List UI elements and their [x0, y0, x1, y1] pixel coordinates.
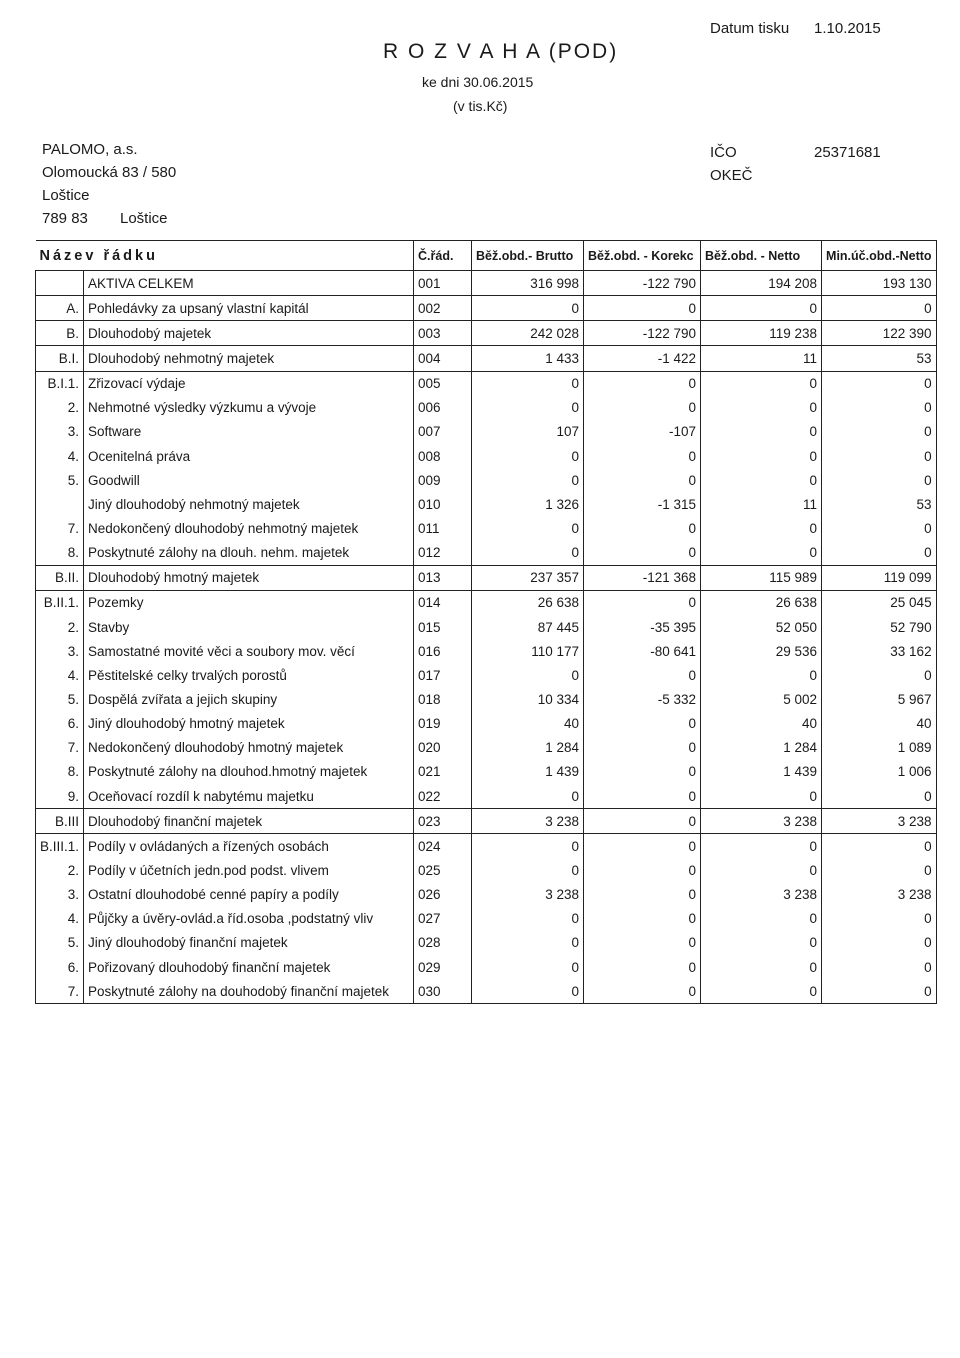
- row-netto: 0: [701, 955, 822, 979]
- row-netto: 0: [701, 979, 822, 1004]
- row-korekce: 0: [584, 955, 701, 979]
- row-korekce: 0: [584, 979, 701, 1004]
- row-prev: 40: [822, 712, 937, 736]
- row-brutto: 1 439: [472, 760, 584, 784]
- row-brutto: 1 326: [472, 492, 584, 516]
- row-prev: 0: [822, 541, 937, 566]
- row-code: 4.: [36, 663, 84, 687]
- row-number: 019: [414, 712, 472, 736]
- row-korekce: 0: [584, 663, 701, 687]
- row-code: 3.: [36, 420, 84, 444]
- row-netto: 0: [701, 907, 822, 931]
- row-name: Pěstitelské celky trvalých porostů: [84, 663, 414, 687]
- row-name: Poskytnuté zálohy na douhodobý finanční majetek: [84, 979, 414, 1004]
- row-code: 8.: [36, 541, 84, 566]
- row-prev: 0: [822, 296, 937, 321]
- row-netto: 194 208: [701, 271, 822, 296]
- row-number: 009: [414, 468, 472, 492]
- row-number: 018: [414, 687, 472, 711]
- row-brutto: 0: [472, 858, 584, 882]
- company-city: Loštice: [42, 187, 90, 204]
- row-prev: 0: [822, 907, 937, 931]
- row-code: 7.: [36, 736, 84, 760]
- row-netto: 0: [701, 834, 822, 859]
- row-prev: 0: [822, 834, 937, 859]
- row-number: 024: [414, 834, 472, 859]
- row-number: 021: [414, 760, 472, 784]
- row-netto: 0: [701, 858, 822, 882]
- row-brutto: 1 284: [472, 736, 584, 760]
- row-netto: 3 238: [701, 809, 822, 834]
- row-code: B.II.1.: [36, 590, 84, 615]
- row-korekce: -80 641: [584, 639, 701, 663]
- row-prev: 33 162: [822, 639, 937, 663]
- row-korekce: 0: [584, 396, 701, 420]
- row-number: 008: [414, 444, 472, 468]
- row-korekce: 0: [584, 834, 701, 859]
- table-header-row: [36, 241, 937, 271]
- row-brutto: 0: [472, 396, 584, 420]
- table-row: [36, 784, 937, 809]
- row-name: Nedokončený dlouhodobý nehmotný majetek: [84, 516, 414, 540]
- row-number: 025: [414, 858, 472, 882]
- row-code: 5.: [36, 468, 84, 492]
- company-zip: 789 83: [42, 210, 88, 227]
- row-name: Goodwill: [84, 468, 414, 492]
- row-name: Dlouhodobý finanční majetek: [84, 809, 414, 834]
- row-name: AKTIVA CELKEM: [84, 271, 414, 296]
- row-number: 022: [414, 784, 472, 809]
- row-number: 013: [414, 565, 472, 590]
- row-prev: 25 045: [822, 590, 937, 615]
- table-row: [36, 444, 937, 468]
- row-number: 015: [414, 615, 472, 639]
- table-row: [36, 420, 937, 444]
- row-brutto: 40: [472, 712, 584, 736]
- row-netto: 0: [701, 420, 822, 444]
- row-korekce: 0: [584, 907, 701, 931]
- table-row: [36, 639, 937, 663]
- row-name: Ocenitelná práva: [84, 444, 414, 468]
- row-korekce: 0: [584, 736, 701, 760]
- row-code: 4.: [36, 444, 84, 468]
- table-row: [36, 979, 937, 1004]
- row-brutto: 0: [472, 663, 584, 687]
- row-korekce: 0: [584, 516, 701, 540]
- print-date-value: 1.10.2015: [814, 20, 881, 37]
- row-code: 5.: [36, 687, 84, 711]
- row-code: 8.: [36, 760, 84, 784]
- row-prev: 0: [822, 979, 937, 1004]
- row-netto: 0: [701, 931, 822, 955]
- row-name: Pozemky: [84, 590, 414, 615]
- table-row: [36, 931, 937, 955]
- row-korekce: -35 395: [584, 615, 701, 639]
- col-header-korekce: Běž.obd. - Korekc: [584, 241, 701, 271]
- row-netto: 5 002: [701, 687, 822, 711]
- row-brutto: 0: [472, 468, 584, 492]
- row-netto: 1 284: [701, 736, 822, 760]
- row-number: 014: [414, 590, 472, 615]
- row-prev: 0: [822, 468, 937, 492]
- row-brutto: 87 445: [472, 615, 584, 639]
- row-korekce: 0: [584, 590, 701, 615]
- balance-sheet-table: [35, 240, 937, 1004]
- company-zip-city: Loštice: [120, 210, 168, 227]
- row-number: 007: [414, 420, 472, 444]
- row-code: 2.: [36, 858, 84, 882]
- row-korekce: 0: [584, 444, 701, 468]
- row-netto: 1 439: [701, 760, 822, 784]
- row-netto: 0: [701, 541, 822, 566]
- row-korekce: 0: [584, 883, 701, 907]
- row-name: Samostatné movité věci a soubory mov. věcí: [84, 639, 414, 663]
- row-code: 3.: [36, 639, 84, 663]
- currency-units: (v tis.Kč): [453, 98, 508, 114]
- row-code: 5.: [36, 931, 84, 955]
- row-prev: 1 089: [822, 736, 937, 760]
- row-netto: 3 238: [701, 883, 822, 907]
- row-number: 027: [414, 907, 472, 931]
- row-korekce: 0: [584, 468, 701, 492]
- table-row: [36, 736, 937, 760]
- table-row: [36, 615, 937, 639]
- row-number: 016: [414, 639, 472, 663]
- table-row: [36, 516, 937, 540]
- table-row: [36, 346, 937, 371]
- row-prev: 0: [822, 371, 937, 396]
- row-code: 3.: [36, 883, 84, 907]
- col-header-prev: Min.úč.obd.-Netto: [822, 241, 937, 271]
- row-netto: 0: [701, 296, 822, 321]
- row-number: 006: [414, 396, 472, 420]
- table-row: [36, 712, 937, 736]
- row-number: 028: [414, 931, 472, 955]
- row-netto: 0: [701, 468, 822, 492]
- table-row: [36, 955, 937, 979]
- row-prev: 0: [822, 444, 937, 468]
- row-korekce: 0: [584, 809, 701, 834]
- row-name: Jiný dlouhodobý finanční majetek: [84, 931, 414, 955]
- row-prev: 119 099: [822, 565, 937, 590]
- row-code: 2.: [36, 615, 84, 639]
- row-netto: 0: [701, 516, 822, 540]
- row-code: B.III: [36, 809, 84, 834]
- row-brutto: 3 238: [472, 883, 584, 907]
- row-name: Podíly v ovládaných a řízených osobách: [84, 834, 414, 859]
- col-header-row: Č.řád.: [414, 241, 472, 271]
- row-brutto: 0: [472, 541, 584, 566]
- row-korekce: 0: [584, 712, 701, 736]
- row-name: Ostatní dlouhodobé cenné papíry a podíly: [84, 883, 414, 907]
- row-korekce: -5 332: [584, 687, 701, 711]
- row-brutto: 0: [472, 444, 584, 468]
- table-row: [36, 907, 937, 931]
- row-korekce: -1 315: [584, 492, 701, 516]
- row-netto: 29 536: [701, 639, 822, 663]
- row-code: B.: [36, 321, 84, 346]
- row-prev: 0: [822, 858, 937, 882]
- row-code: B.I.1.: [36, 371, 84, 396]
- row-number: 011: [414, 516, 472, 540]
- company-name: PALOMO, a.s.: [42, 141, 138, 158]
- row-netto: 0: [701, 444, 822, 468]
- row-code: B.I.: [36, 346, 84, 371]
- row-prev: 0: [822, 784, 937, 809]
- row-code: 6.: [36, 712, 84, 736]
- row-prev: 0: [822, 420, 937, 444]
- row-name: Dlouhodobý hmotný majetek: [84, 565, 414, 590]
- row-number: 004: [414, 346, 472, 371]
- table-row: [36, 468, 937, 492]
- table-row: [36, 296, 937, 321]
- ico-label: IČO: [710, 144, 737, 161]
- col-header-brutto: Běž.obd.- Brutto: [472, 241, 584, 271]
- row-name: Zřizovací výdaje: [84, 371, 414, 396]
- row-number: 010: [414, 492, 472, 516]
- row-name: Poskytnuté zálohy na dlouh. nehm. majetek: [84, 541, 414, 566]
- row-korekce: 0: [584, 296, 701, 321]
- row-brutto: 110 177: [472, 639, 584, 663]
- row-name: Dospělá zvířata a jejich skupiny: [84, 687, 414, 711]
- row-brutto: 10 334: [472, 687, 584, 711]
- row-code: B.II.: [36, 565, 84, 590]
- table-row: [36, 371, 937, 396]
- table-row: [36, 541, 937, 566]
- row-netto: 11: [701, 492, 822, 516]
- row-korekce: -122 790: [584, 321, 701, 346]
- row-brutto: 0: [472, 931, 584, 955]
- row-brutto: 0: [472, 907, 584, 931]
- row-brutto: 0: [472, 834, 584, 859]
- col-header-netto: Běž.obd. - Netto: [701, 241, 822, 271]
- row-code: 2.: [36, 396, 84, 420]
- row-netto: 52 050: [701, 615, 822, 639]
- row-name: Dlouhodobý majetek: [84, 321, 414, 346]
- row-korekce: 0: [584, 371, 701, 396]
- table-row: [36, 321, 937, 346]
- row-korekce: 0: [584, 541, 701, 566]
- row-brutto: 0: [472, 516, 584, 540]
- row-name: Jiný dlouhodobý hmotný majetek: [84, 712, 414, 736]
- row-name: Stavby: [84, 615, 414, 639]
- row-brutto: 107: [472, 420, 584, 444]
- table-row: [36, 271, 937, 296]
- row-code: [36, 492, 84, 516]
- row-number: 001: [414, 271, 472, 296]
- table-row: [36, 396, 937, 420]
- row-korekce: 0: [584, 760, 701, 784]
- table-row: [36, 565, 937, 590]
- row-number: 023: [414, 809, 472, 834]
- row-brutto: 0: [472, 784, 584, 809]
- row-number: 020: [414, 736, 472, 760]
- row-netto: 0: [701, 371, 822, 396]
- report-date: ke dni 30.06.2015: [422, 74, 534, 90]
- row-code: 7.: [36, 516, 84, 540]
- row-name: Podíly v účetních jedn.pod podst. vlivem: [84, 858, 414, 882]
- row-number: 030: [414, 979, 472, 1004]
- row-code: B.III.1.: [36, 834, 84, 859]
- ico-value: 25371681: [814, 144, 881, 161]
- company-street: Olomoucká 83 / 580: [42, 164, 177, 181]
- row-brutto: 237 357: [472, 565, 584, 590]
- row-netto: 0: [701, 784, 822, 809]
- row-number: 029: [414, 955, 472, 979]
- row-netto: 115 989: [701, 565, 822, 590]
- row-name: Dlouhodobý nehmotný majetek: [84, 346, 414, 371]
- row-netto: 0: [701, 663, 822, 687]
- row-brutto: 1 433: [472, 346, 584, 371]
- row-brutto: 0: [472, 955, 584, 979]
- row-code: 6.: [36, 955, 84, 979]
- row-brutto: 242 028: [472, 321, 584, 346]
- table-row: [36, 663, 937, 687]
- row-name: Půjčky a úvěry-ovlád.a říd.osoba ,podstatný vliv: [84, 907, 414, 931]
- row-netto: 11: [701, 346, 822, 371]
- row-number: 026: [414, 883, 472, 907]
- row-prev: 193 130: [822, 271, 937, 296]
- table-row: [36, 834, 937, 859]
- table-row: [36, 590, 937, 615]
- row-prev: 53: [822, 492, 937, 516]
- row-korekce: -121 368: [584, 565, 701, 590]
- row-code: 9.: [36, 784, 84, 809]
- table-row: [36, 492, 937, 516]
- row-prev: 0: [822, 663, 937, 687]
- row-prev: 0: [822, 955, 937, 979]
- table-row: [36, 687, 937, 711]
- row-netto: 119 238: [701, 321, 822, 346]
- table-row: [36, 809, 937, 834]
- row-prev: 0: [822, 516, 937, 540]
- row-korekce: -1 422: [584, 346, 701, 371]
- row-code: [36, 271, 84, 296]
- row-brutto: 26 638: [472, 590, 584, 615]
- row-prev: 1 006: [822, 760, 937, 784]
- row-code: 4.: [36, 907, 84, 931]
- row-brutto: 0: [472, 979, 584, 1004]
- row-code: 7.: [36, 979, 84, 1004]
- row-korekce: -122 790: [584, 271, 701, 296]
- print-date-label: Datum tisku: [710, 20, 790, 37]
- row-number: 002: [414, 296, 472, 321]
- row-number: 012: [414, 541, 472, 566]
- row-netto: 40: [701, 712, 822, 736]
- row-name: Nedokončený dlouhodobý hmotný majetek: [84, 736, 414, 760]
- row-prev: 52 790: [822, 615, 937, 639]
- row-code: A.: [36, 296, 84, 321]
- table-row: [36, 760, 937, 784]
- table-row: [36, 858, 937, 882]
- row-korekce: -107: [584, 420, 701, 444]
- row-name: Oceňovací rozdíl k nabytému majetku: [84, 784, 414, 809]
- row-netto: 26 638: [701, 590, 822, 615]
- row-name: Poskytnuté zálohy na dlouhod.hmotný majetek: [84, 760, 414, 784]
- row-brutto: 316 998: [472, 271, 584, 296]
- row-prev: 0: [822, 931, 937, 955]
- row-prev: 3 238: [822, 883, 937, 907]
- row-brutto: 0: [472, 371, 584, 396]
- row-name: Software: [84, 420, 414, 444]
- row-korekce: 0: [584, 784, 701, 809]
- row-prev: 5 967: [822, 687, 937, 711]
- row-name: Pohledávky za upsaný vlastní kapitál: [84, 296, 414, 321]
- row-prev: 3 238: [822, 809, 937, 834]
- okec-label: OKEČ: [710, 167, 753, 184]
- row-number: 017: [414, 663, 472, 687]
- row-number: 003: [414, 321, 472, 346]
- row-netto: 0: [701, 396, 822, 420]
- row-name: Pořizovaný dlouhodobý finanční majetek: [84, 955, 414, 979]
- row-korekce: 0: [584, 858, 701, 882]
- table-row: [36, 883, 937, 907]
- row-name: Nehmotné výsledky výzkumu a vývoje: [84, 396, 414, 420]
- row-prev: 53: [822, 346, 937, 371]
- row-prev: 0: [822, 396, 937, 420]
- row-prev: 122 390: [822, 321, 937, 346]
- row-name: Jiný dlouhodobý nehmotný majetek: [84, 492, 414, 516]
- col-header-name: Název řádku: [36, 241, 414, 271]
- row-number: 005: [414, 371, 472, 396]
- row-brutto: 0: [472, 296, 584, 321]
- row-korekce: 0: [584, 931, 701, 955]
- document-title: R O Z V A H A (POD): [383, 40, 619, 63]
- row-brutto: 3 238: [472, 809, 584, 834]
